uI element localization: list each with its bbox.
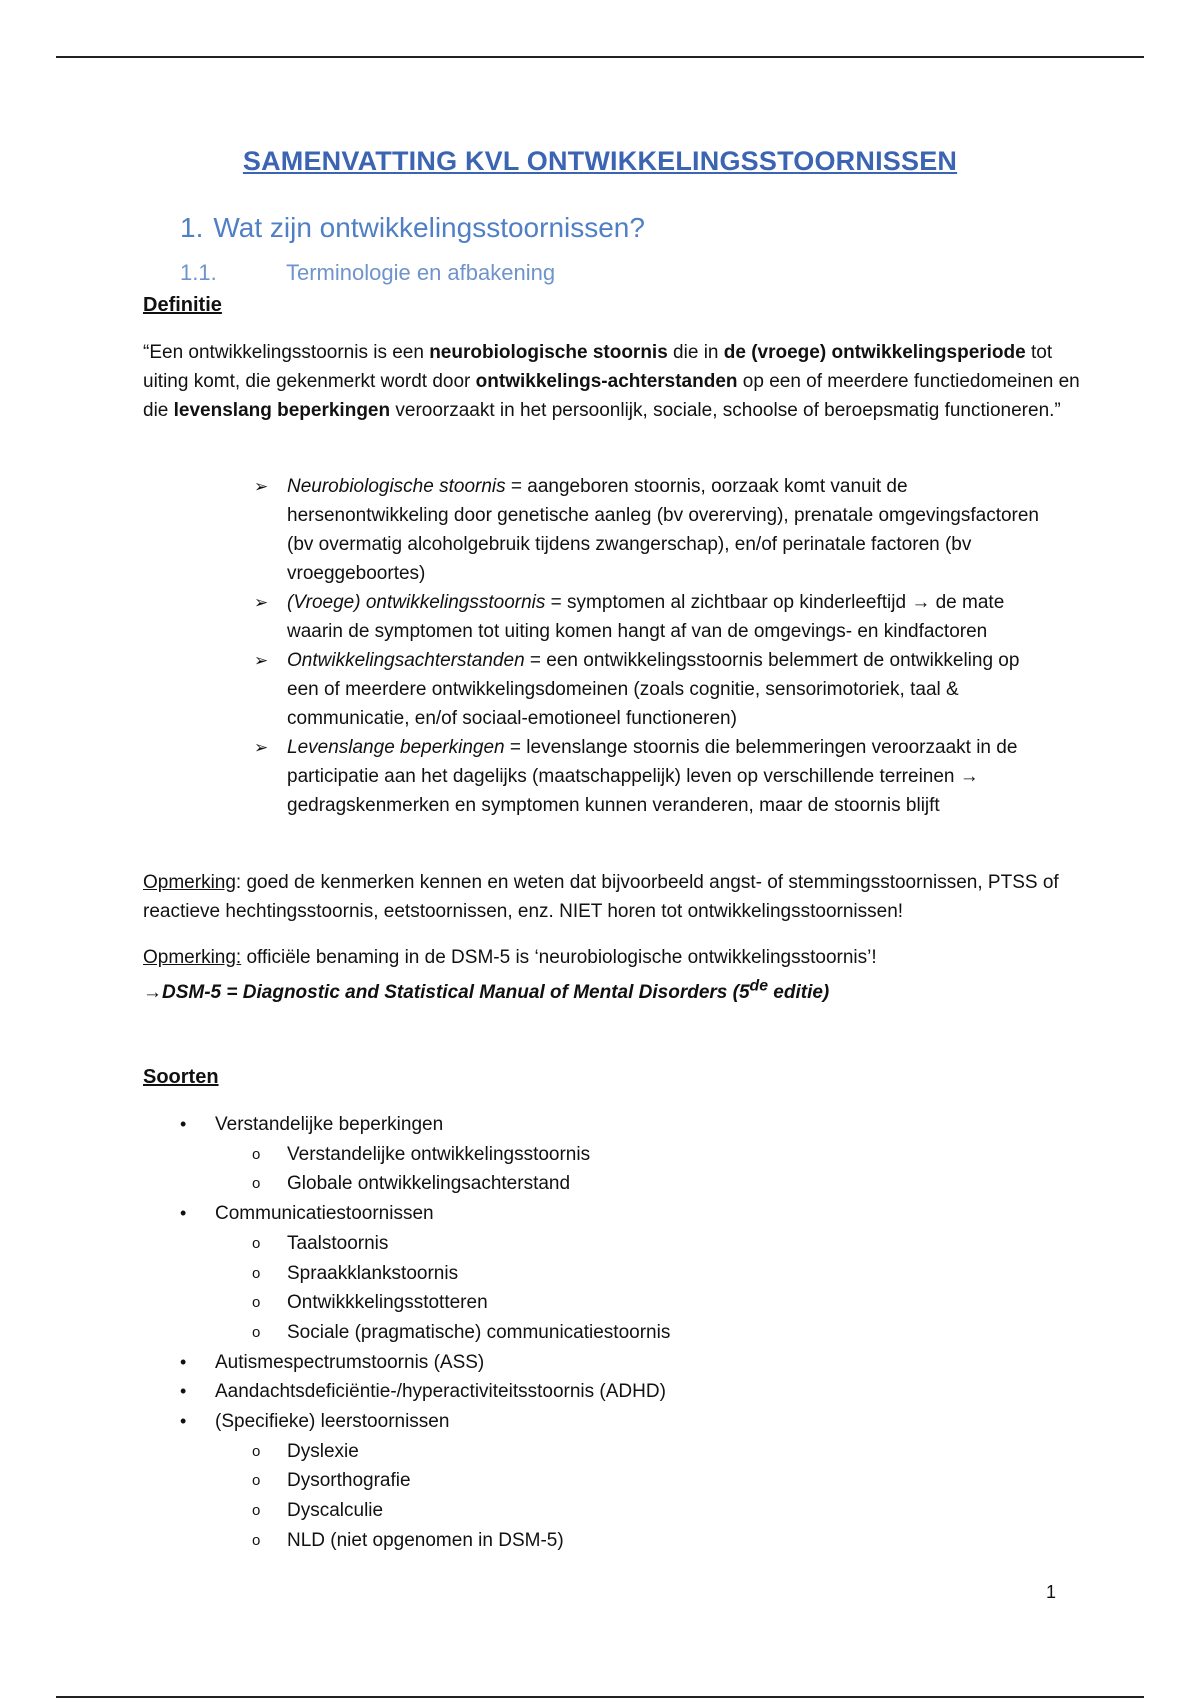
kind-item: • Verstandelijke beperkingen <box>180 1110 670 1140</box>
definition-text: tot uiting komt, die gekenmerkt wordt door <box>143 342 1053 392</box>
definition-bold: levenslang beperkingen <box>173 400 391 421</box>
circle-bullet-icon: o <box>252 1502 261 1520</box>
footer-rule <box>56 1696 1144 1698</box>
kind-subitem-label: NLD (niet opgenomen in DSM-5) <box>287 1529 564 1551</box>
kind-subitem <box>180 1229 670 1259</box>
bullet-text: = aangeboren stoornis, oorzaak komt vanuit de hersenontwikkeling door genetische aanleg (bv overerving), prenatale omgevingsfactoren (bv overmatig alcoholgebruik tijdens zwangerschap), en/of perinatale factoren (bv vroeggeboortes) <box>287 476 1040 584</box>
kind-subitem-label: Ontwikkkelingsstotteren <box>287 1292 488 1314</box>
remark-label: Opmerking: <box>143 947 242 968</box>
bullet-text: = een ontwikkelingsstoornis belemmert de ontwikkeling op een of meerdere ontwikkelingsdomeinen (zoals cognitie, sensorimotoriek, taal & communicatie, en/of sociaal-emotioneel functioneren) <box>287 650 1020 729</box>
page-title: SAMENVATTING KVL ONTWIKKELINGSSTOORNISSEN <box>242 146 958 176</box>
subsection-heading <box>180 260 555 286</box>
definition-label: Definitie <box>143 294 222 316</box>
list-item <box>254 646 1054 733</box>
kind-subitem-label: Dyslexie <box>287 1440 359 1462</box>
definition-bold: ontwikkelings-achterstanden <box>475 371 738 392</box>
bullet-text: = symptomen al zichtbaar op kinderleeftijd → de mate waarin de symptomen tot uiting komen hangt af van de omgevings- en kindfactoren <box>287 592 1005 642</box>
circle-bullet-icon: o <box>252 1531 261 1549</box>
kind-subitem <box>180 1526 670 1556</box>
kind-item: • Aandachtsdeficiëntie-/hyperactiviteitsstoornis (ADHD) <box>180 1377 670 1407</box>
kinds-list <box>180 1110 670 1556</box>
section-heading <box>180 212 645 244</box>
definition-bold: neurobiologische stoornis <box>429 342 668 363</box>
kind-subitem <box>180 1437 670 1467</box>
bullet-term: Levenslange beperkingen <box>287 737 505 758</box>
kind-subitem-label: Sociale (pragmatische) communicatiestoornis <box>287 1321 671 1343</box>
circle-bullet-icon: o <box>252 1323 261 1341</box>
arrow-bullet-icon: ➢ <box>254 477 269 496</box>
kind-subitem-label: Taalstoornis <box>287 1232 389 1254</box>
subsection-title: Terminologie en afbakening <box>286 260 556 285</box>
page-number: 1 <box>1046 1582 1057 1602</box>
kind-subitem <box>180 1169 670 1199</box>
definition-text: veroorzaakt in het persoonlijk, sociale, schoolse of beroepsmatig functioneren.” <box>390 400 1061 421</box>
kind-subitem <box>180 1140 670 1170</box>
circle-bullet-icon: o <box>252 1264 261 1282</box>
definition-paragraph <box>143 338 1083 425</box>
dsm-line <box>143 978 830 1004</box>
circle-bullet-icon: o <box>252 1234 261 1252</box>
remark-1 <box>143 868 1103 926</box>
list-item <box>254 733 1054 820</box>
kind-subitem <box>180 1496 670 1526</box>
kind-item: • (Specifieke) leerstoornissen <box>180 1407 670 1437</box>
bullet-term: (Vroege) ontwikkelingsstoornis <box>287 592 546 613</box>
remark-text: officiële benaming in de DSM-5 is ‘neurobiologische ontwikkelingsstoornis’! <box>241 947 877 968</box>
circle-bullet-icon: o <box>252 1175 261 1193</box>
kind-item: • Communicatiestoornissen <box>180 1199 670 1229</box>
list-item <box>254 588 1054 646</box>
definition-text: op een of meerdere functiedomeinen en die <box>143 371 1080 421</box>
kind-subitem <box>180 1259 670 1289</box>
bullet-term: Ontwikkelingsachterstanden <box>287 650 525 671</box>
kind-subitem-label: Dysorthografie <box>287 1470 411 1492</box>
kind-subitem-label: Spraakklankstoornis <box>287 1262 459 1284</box>
kind-item: • Autismespectrumstoornis (ASS) <box>180 1348 670 1378</box>
header-rule <box>56 56 1144 58</box>
remark-2 <box>143 943 1103 1007</box>
bullet-text: = levenslange stoornis die belemmeringen veroorzaakt in de participatie aan het dagelijks (maatschappelijk) leven op verschillende terreinen → gedragskenmerken en symptomen kunnen veranderen, maar de stoornis blijft <box>287 737 1018 816</box>
arrow-bullet-icon: ➢ <box>254 651 269 670</box>
definition-text: “Een ontwikkelingsstoornis is een <box>143 342 430 363</box>
kind-subitem <box>180 1288 670 1318</box>
kind-subitem-label: Dyscalculie <box>287 1500 384 1522</box>
remark-text: : goed de kenmerken kennen en weten dat bijvoorbeeld angst- of stemmingsstoornissen, PTSS of reactieve hechtingsstoornis, eetstoornissen, enz. NIET horen tot ontwikkelingsstoornissen! <box>143 872 1059 922</box>
section-title: Wat zijn ontwikkelingsstoornissen? <box>213 212 645 243</box>
circle-bullet-icon: o <box>252 1294 261 1312</box>
section-number: 1. <box>180 212 204 243</box>
remark-label: Opmerking <box>143 872 236 893</box>
circle-bullet-icon: o <box>252 1442 261 1460</box>
list-item <box>254 472 1054 588</box>
kind-subitem-label: Verstandelijke ontwikkelingsstoornis <box>287 1143 591 1165</box>
circle-bullet-icon: o <box>252 1472 261 1490</box>
kind-subitem-label: Globale ontwikkelingsachterstand <box>287 1173 571 1195</box>
definition-bold: de (vroege) ontwikkelingsperiode <box>723 342 1026 363</box>
kind-subitem <box>180 1318 670 1348</box>
definition-text: die in <box>667 342 724 363</box>
kinds-label: Soorten <box>143 1066 219 1088</box>
arrow-bullet-icon: ➢ <box>254 738 269 757</box>
definition-bullet-list <box>254 472 1054 820</box>
arrow-bullet-icon: ➢ <box>254 593 269 612</box>
dsm-text: editie) <box>768 982 830 1004</box>
kind-subitem <box>180 1466 670 1496</box>
dsm-superscript: de <box>749 978 769 995</box>
bullet-term: Neurobiologische stoornis <box>287 476 506 497</box>
circle-bullet-icon: o <box>252 1145 261 1163</box>
subsection-number: 1.1. <box>180 260 217 285</box>
dsm-text: →DSM-5 = Diagnostic and Statistical Manual of Mental Disorders (5 <box>143 982 750 1004</box>
